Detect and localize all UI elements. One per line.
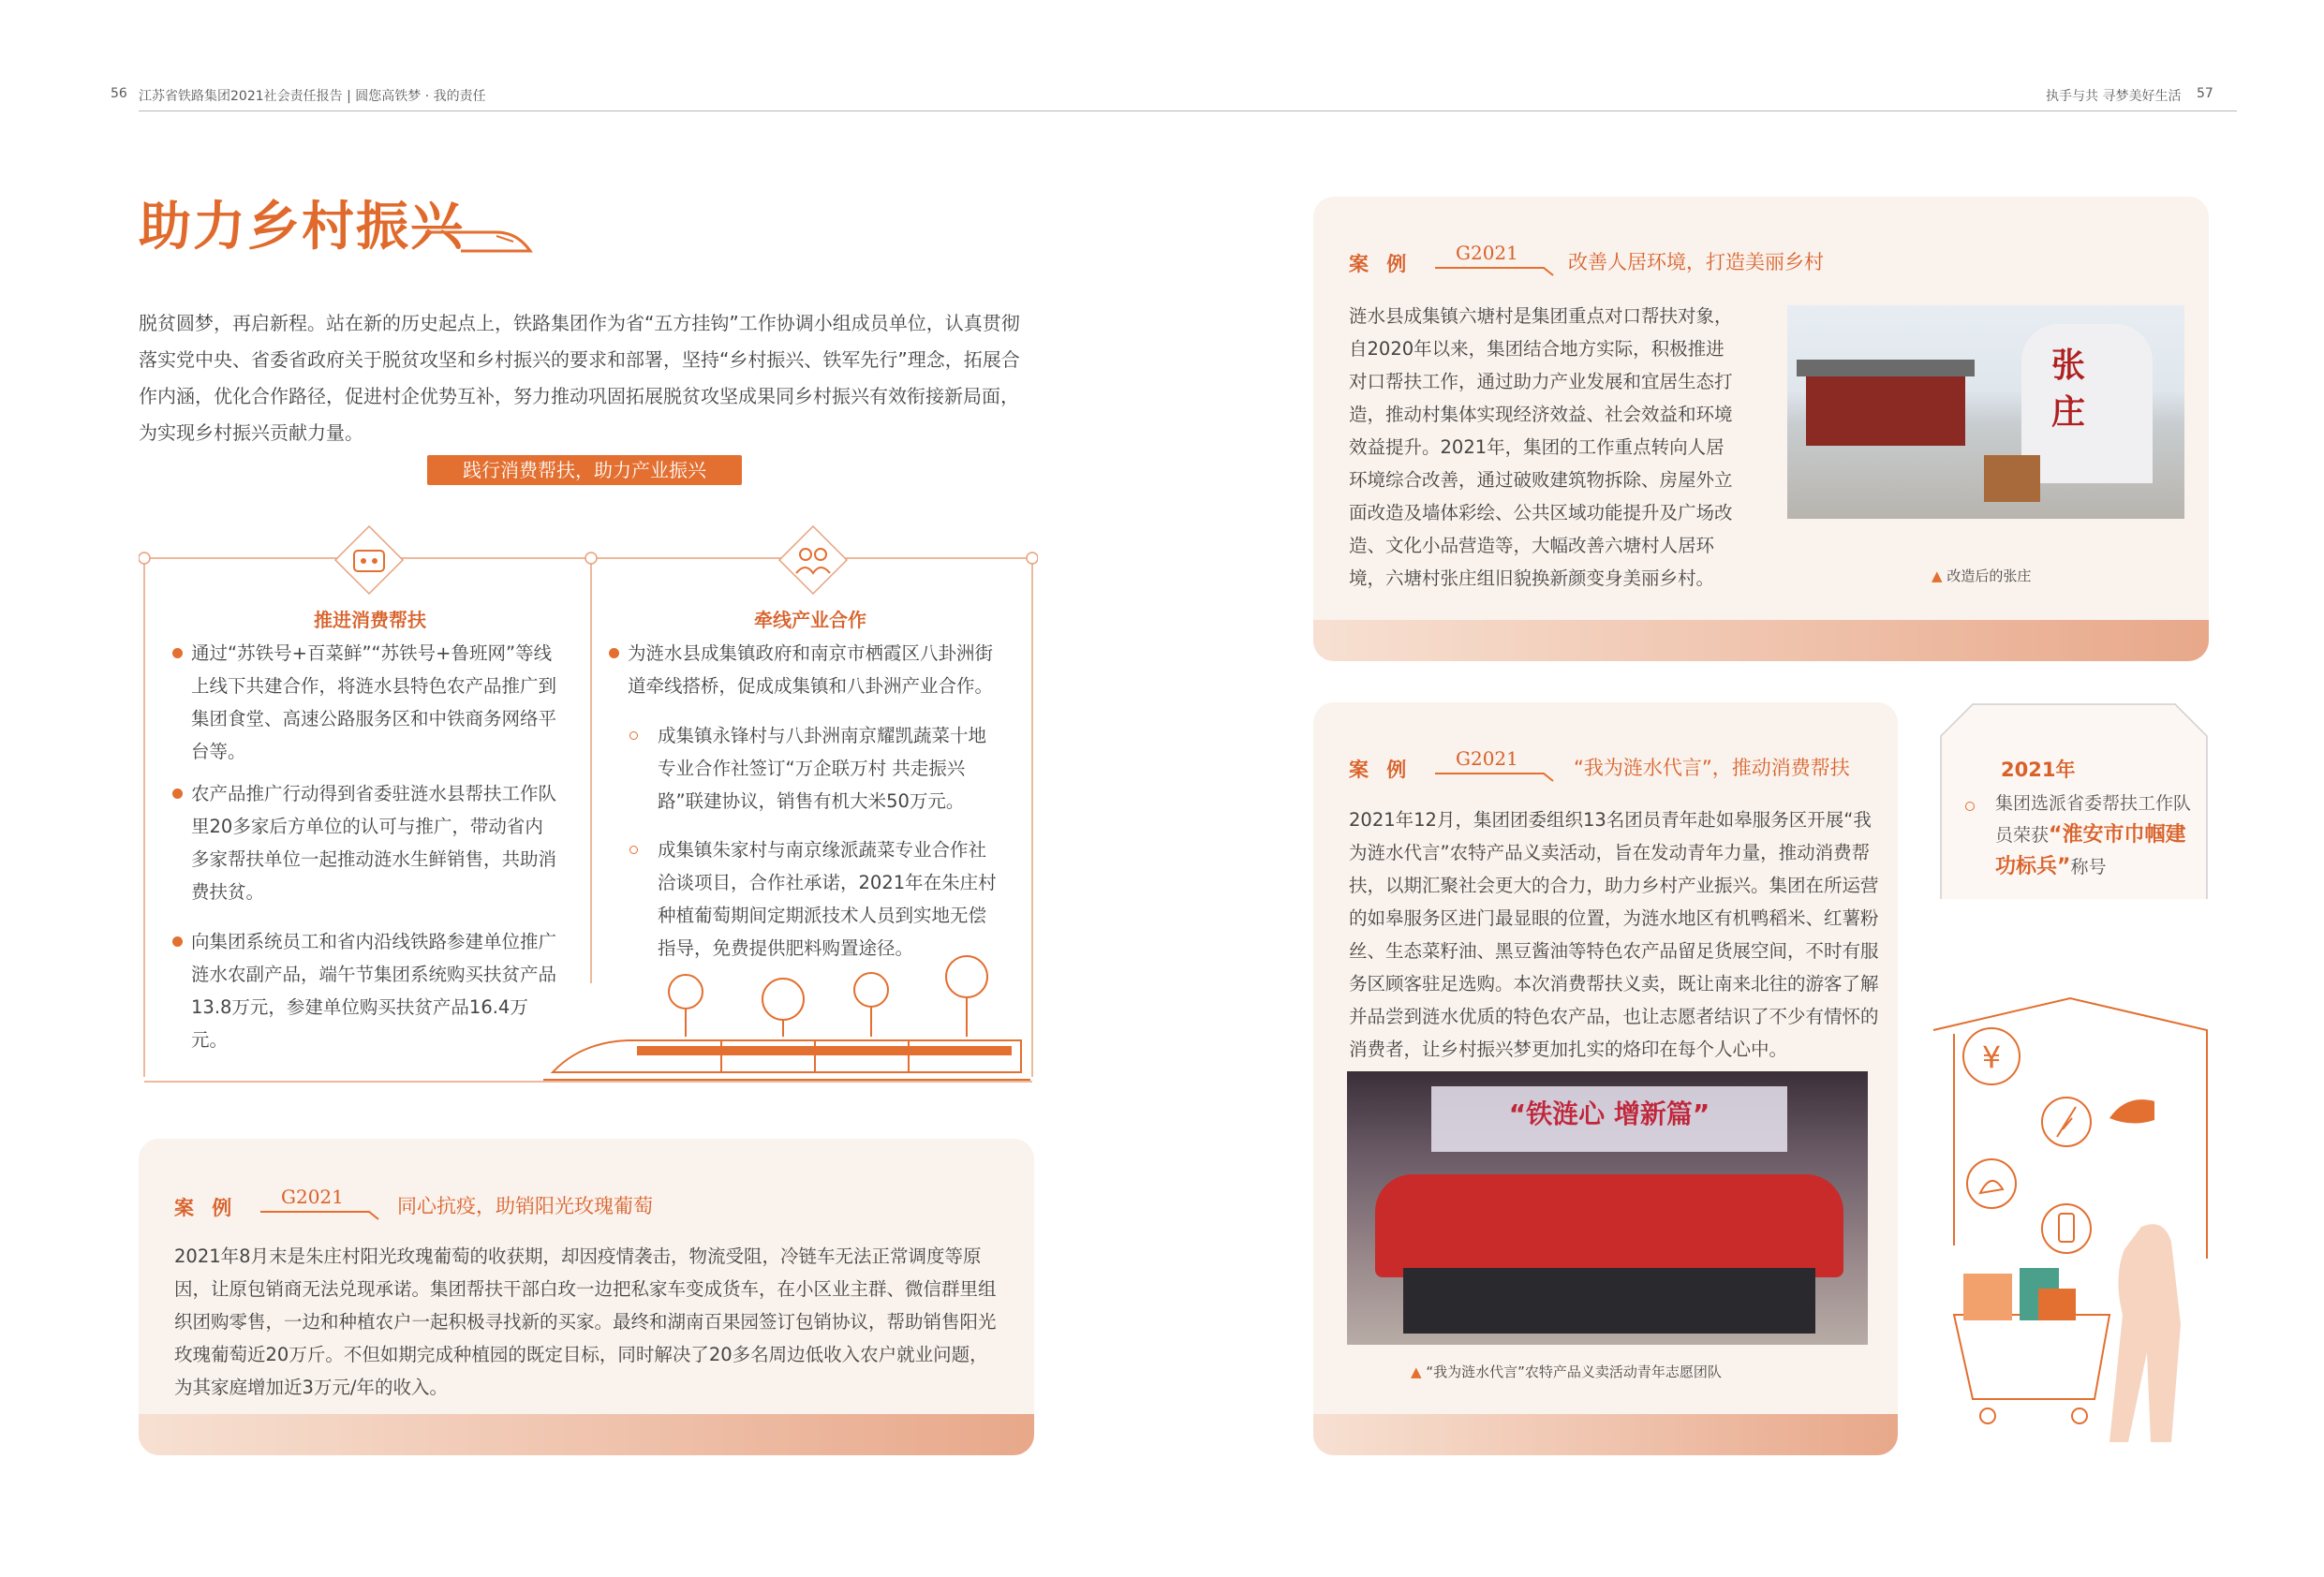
sign-text: 张庄 bbox=[2051, 346, 2086, 432]
award-ring-icon bbox=[1965, 802, 1975, 811]
train-illustration bbox=[543, 941, 1030, 1086]
right-page-number: 57 bbox=[2197, 86, 2213, 101]
case-card-village bbox=[1313, 197, 2209, 661]
consumer-icon bbox=[333, 524, 405, 596]
case-text: 2021年8月末是朱庄村阳光玫瑰葡萄的收获期，却因疫情袭击，物流受阻，冷链车无法正常调度等原因，让原包销商无法兑现承诺。集团帮扶干部白玫一边把私家车变成货车，在小区业主群、微信群里组织团购零售，一边和种植农户一起积极寻找新的买家。最终和湖南百果园签订包销协议，帮助销售阳光玫瑰葡萄近20万斤。不但如期完成种植园的既定目标，同时解决了20多名周边低收入农户就业问题，为其家庭增加近3万元/年的收入。 bbox=[174, 1245, 997, 1398]
bullet-text: 农产品推广行动得到省委驻涟水县帮扶工作队里20多家后方单位的认可与推广，带动省内多家帮扶单位一起推动涟水生鲜销售，共助消费扶贫。 bbox=[191, 783, 557, 903]
case-title: “我为涟水代言”，推动消费帮扶 bbox=[1574, 757, 1850, 779]
caption-text: 改造后的张庄 bbox=[1947, 567, 2032, 584]
right-running-header: 执手与共 寻梦美好生活 bbox=[2046, 89, 2182, 104]
train-line-icon bbox=[423, 214, 534, 257]
case-text: 涟水县成集镇六塘村是集团重点对口帮扶对象，自2020年以来，集团结合地方实际，积极推进对口帮扶工作，通过助力产业发展和宜居生态打造，推动村集体实现经济效益、社会效益和环境效益提升。2021年，集团的工作重点转向人居环境综合改善，通过破败建筑物拆除、房屋外立面改造及墙体彩绘、公共区域功能提升及广场改造、文化小品营造等，大幅改善六塘村人居环境，六塘村张庄组旧貌换新颜变身美丽乡村。 bbox=[1349, 305, 1733, 589]
award-text-before: 集团选派省委帮扶工作队员荣获 bbox=[1995, 793, 2192, 846]
award-text bbox=[1995, 788, 2194, 883]
case-title: 同心抗疫，助销阳光玫瑰葡萄 bbox=[397, 1195, 653, 1217]
people-icon bbox=[777, 524, 849, 596]
left-bullet-1 bbox=[172, 637, 556, 768]
bullet-dot-icon bbox=[172, 788, 183, 799]
caption-text: “我为涟水代言”农特产品义卖活动青年志愿团队 bbox=[1426, 1363, 1722, 1380]
case-label: 案 例 bbox=[1349, 253, 1413, 275]
tag-arrow-icon bbox=[1433, 264, 1555, 277]
left-running-header: 江苏省铁路集团2021社会责任报告 | 圆您高铁梦 · 我的责任 bbox=[139, 89, 486, 104]
bullet-text: 成集镇朱家村与南京缘派蔬菜专业合作社洽谈项目，合作社承诺，2021年在朱庄村种植葡萄期间定期派技术人员到实地无偿指导，免费提供肥料购置途径。 bbox=[658, 839, 997, 959]
card-footer-bar bbox=[139, 1414, 1034, 1455]
right-bullet bbox=[609, 637, 1002, 702]
svg-text:¥: ¥ bbox=[1981, 1039, 2002, 1075]
card-footer-bar bbox=[1313, 1414, 1898, 1455]
tag-arrow-icon bbox=[259, 1208, 380, 1221]
photo-caption bbox=[1411, 1362, 1722, 1381]
volunteers-group bbox=[1375, 1174, 1843, 1277]
case-tag: G2021 bbox=[281, 1186, 344, 1208]
caption-triangle-icon: ▲ bbox=[1932, 567, 1947, 584]
pavilion-shape bbox=[1806, 371, 1965, 446]
case-title: 改善人居环境，打造美丽乡村 bbox=[1568, 251, 1824, 273]
left-bullet-2 bbox=[172, 777, 556, 908]
left-page-number: 56 bbox=[111, 86, 127, 101]
volunteer-photo bbox=[1347, 1071, 1868, 1345]
case-tag: G2021 bbox=[1456, 242, 1518, 264]
left-bullet-3 bbox=[172, 925, 556, 1056]
bullet-dot-icon bbox=[172, 648, 183, 658]
case-card-grape bbox=[139, 1139, 1034, 1455]
section-pill: 践行消费帮扶，助力产业振兴 bbox=[427, 455, 742, 485]
volunteers-legs bbox=[1403, 1268, 1815, 1334]
photo-caption bbox=[1932, 566, 2031, 585]
banner-text: “铁涟心 增新篇” bbox=[1508, 1098, 1710, 1129]
bullet-text: 向集团系统员工和省内沿线铁路参建单位推广涟水农副产品，端午节集团系统购买扶贫产品13.8万元，参建单位购买扶贫产品16.4万元。 bbox=[191, 931, 557, 1051]
shopping-illustration bbox=[1926, 996, 2216, 1452]
bullet-text: 为涟水县成集镇政府和南京市栖霞区八卦洲街道牵线搭桥，促成成集镇和八卦洲产业合作。 bbox=[628, 642, 994, 697]
card-footer-bar bbox=[1313, 620, 2209, 661]
bullet-ring-icon bbox=[629, 731, 638, 740]
case-label: 案 例 bbox=[174, 1197, 238, 1219]
case-card-volunteer bbox=[1313, 702, 1898, 1455]
case-label: 案 例 bbox=[1349, 759, 1413, 781]
village-photo bbox=[1787, 305, 2184, 519]
bullet-ring-icon bbox=[629, 846, 638, 854]
intro-paragraph: 脱贫圆梦，再启新程。站在新的历史起点上，铁路集团作为省“五方挂钩”工作协调小组成员单位，认真贯彻落实党中央、省委省政府关于脱贫攻坚和乡村振兴的要求和部署，坚持“乡村振兴、铁军先行”理念，拓展合作内涵，优化合作路径，促进村企优势互补，努力推动巩固拓展脱贫攻坚成果同乡村振兴有效衔接新局面，为实现乡村振兴贡献力量。 bbox=[139, 312, 1020, 444]
page-title: 助力乡村振兴 bbox=[139, 197, 465, 258]
award-highlight: “淮安市巾帼建功标兵” bbox=[1995, 823, 2186, 878]
right-column-title: 牵线产业合作 bbox=[754, 609, 866, 631]
award-year: 2021年 bbox=[2001, 759, 2076, 781]
bullet-dot-icon bbox=[609, 648, 619, 658]
bullet-text: 成集镇永锋村与八卦洲南京耀凯蔬菜十地专业合作社签订“万企联万村 共走振兴路”联建协议，销售有机大米50万元。 bbox=[658, 725, 987, 812]
roof-shape bbox=[1797, 360, 1975, 376]
tag-arrow-icon bbox=[1433, 770, 1555, 783]
bullet-text: 通过“苏铁号+百菜鲜”“苏铁号+鲁班网”等线上线下共建合作，将涟水县特色农产品推广到集团食堂、高速公路服务区和中铁商务网络平台等。 bbox=[191, 642, 557, 762]
left-column-title: 推进消费帮扶 bbox=[314, 609, 426, 631]
case-tag: G2021 bbox=[1456, 747, 1518, 770]
caption-triangle-icon: ▲ bbox=[1411, 1363, 1427, 1380]
bullet-dot-icon bbox=[172, 936, 183, 947]
bench-shape bbox=[1984, 455, 2040, 502]
award-text-after: 称号 bbox=[2070, 857, 2107, 877]
case-text: 2021年12月，集团团委组织13名团员青年赴如皋服务区开展“我为涟水代言”农特产品义卖活动，旨在发动青年力量，推动消费帮扶，以期汇聚社会更大的合力，助力乡村产业振兴。集团在所运营的如皋服务区进门最显眼的位置，为涟水地区有机鸭稻米、红薯粉丝、生态菜籽油、黑豆酱油等特色农产品留足货展空间，不时有服务区顾客驻足选购。本次消费帮扶义卖，既让南来北往的游客了解并品尝到涟水优质的特色农产品，也让志愿者结识了不少有情怀的消费者，让乡村振兴梦更加扎实的烙印在每个人心中。 bbox=[1349, 809, 1879, 1060]
right-sub-bullet-1 bbox=[628, 719, 1002, 818]
